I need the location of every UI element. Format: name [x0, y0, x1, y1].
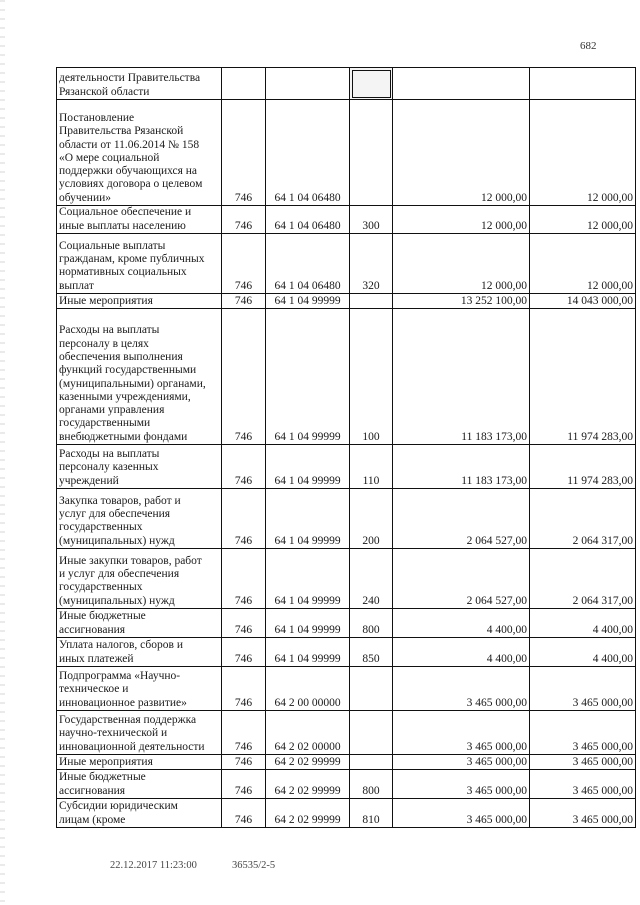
grbs-code-cell: 746 [222, 609, 266, 638]
table-row [57, 609, 636, 638]
grbs-code-cell: 746 [222, 445, 266, 489]
row-name-line: внебюджетными фондами [59, 430, 188, 443]
row-name-cell [57, 100, 222, 206]
amount-year2-cell: 14 043 000,00 [530, 294, 636, 309]
grbs-code-cell: 746 [222, 799, 266, 828]
row-name-line: области от 11.06.2014 № 158 [59, 138, 200, 151]
row-name-line: техническое и [59, 683, 129, 696]
amount-year1-cell: 3 465 000,00 [393, 755, 530, 770]
expense-type-cell [350, 68, 393, 100]
row-name-cell [57, 309, 222, 445]
row-name-cell [57, 549, 222, 609]
target-article-cell: 64 1 04 99999 [266, 489, 350, 549]
grbs-code-cell: 746 [222, 711, 266, 755]
page-number: 682 [580, 40, 597, 52]
row-name-line: (муниципальных) нужд [59, 594, 175, 607]
grbs-code-cell: 746 [222, 294, 266, 309]
row-name-line: органами управления [59, 404, 165, 417]
table-row [57, 549, 636, 609]
amount-year1-cell: 2 064 527,00 [393, 489, 530, 549]
grbs-code-cell: 746 [222, 309, 266, 445]
amount-year2-cell: 3 465 000,00 [530, 711, 636, 755]
row-name-line: (муниципальных) нужд [59, 534, 175, 547]
table-row [57, 667, 636, 711]
row-name-cell [57, 234, 222, 294]
row-name-cell [57, 445, 222, 489]
target-article-cell: 64 2 00 00000 [266, 667, 350, 711]
amount-year2-cell: 12 000,00 [530, 234, 636, 294]
row-name-line: функций государственными [59, 364, 197, 377]
table-row [57, 489, 636, 549]
amount-year2-cell: 11 974 283,00 [530, 309, 636, 445]
grbs-code-cell [222, 68, 266, 100]
expense-type-cell: 800 [350, 609, 393, 638]
table-row [57, 799, 636, 828]
expense-type-cell [350, 294, 393, 309]
footer-datetime: 22.12.2017 11:23:00 [110, 860, 197, 871]
target-article-cell: 64 2 02 00000 [266, 711, 350, 755]
amount-year2-cell: 3 465 000,00 [530, 799, 636, 828]
table-row [57, 309, 636, 445]
amount-year2-cell: 2 064 317,00 [530, 489, 636, 549]
row-name-line: учреждений [59, 474, 119, 487]
amount-year1-cell: 11 183 173,00 [393, 445, 530, 489]
target-article-cell: 64 1 04 99999 [266, 309, 350, 445]
row-name-line: лицам (кроме [59, 813, 126, 826]
row-name-line: услуг для обеспечения [59, 508, 171, 521]
expense-type-cell [350, 667, 393, 711]
row-name-line: государственными [59, 417, 151, 430]
expense-type-cell: 100 [350, 309, 393, 445]
table-row [57, 638, 636, 667]
amount-year1-cell: 12 000,00 [393, 234, 530, 294]
row-name-cell [57, 294, 222, 309]
grbs-code-cell: 746 [222, 667, 266, 711]
row-name-line: Иные мероприятия [59, 755, 153, 768]
target-article-cell: 64 1 04 99999 [266, 445, 350, 489]
row-name-cell [57, 711, 222, 755]
table-row [57, 100, 636, 206]
row-name-line: обучении» [59, 191, 112, 204]
target-article-cell: 64 2 02 99999 [266, 755, 350, 770]
amount-year2-cell: 4 400,00 [530, 638, 636, 667]
amount-year2-cell: 3 465 000,00 [530, 770, 636, 799]
expense-type-cell: 850 [350, 638, 393, 667]
row-name-line: иных платежей [59, 652, 134, 665]
amount-year2-cell: 3 465 000,00 [530, 667, 636, 711]
table-row [57, 294, 636, 309]
expense-type-cell: 810 [350, 799, 393, 828]
row-name-line: иные выплаты населению [59, 219, 186, 232]
amount-year1-cell: 12 000,00 [393, 206, 530, 234]
target-article-cell: 64 1 04 06480 [266, 234, 350, 294]
grbs-code-cell: 746 [222, 100, 266, 206]
table-row [57, 770, 636, 799]
row-name-cell [57, 68, 222, 100]
amount-year1-cell [393, 68, 530, 100]
target-article-cell: 64 1 04 06480 [266, 206, 350, 234]
table-row [57, 755, 636, 770]
row-name-cell [57, 489, 222, 549]
row-name-line: (муниципальными) органами, [59, 377, 206, 390]
row-name-line: Иные бюджетные [59, 771, 146, 784]
footer-doc-code: 36535/2-5 [232, 860, 276, 871]
budget-table [56, 67, 636, 828]
amount-year1-cell: 3 465 000,00 [393, 711, 530, 755]
row-name-line: Рязанской области [59, 85, 150, 98]
row-name-line: Расходы на выплаты [59, 324, 160, 337]
row-name-line: государственных [59, 581, 143, 594]
expense-type-cell: 800 [350, 770, 393, 799]
row-name-line: научно-технической и [59, 727, 168, 740]
amount-year1-cell: 3 465 000,00 [393, 799, 530, 828]
row-name-line: государственных [59, 521, 143, 534]
amount-year2-cell: 3 465 000,00 [530, 755, 636, 770]
grbs-code-cell: 746 [222, 770, 266, 799]
expense-type-cell: 200 [350, 489, 393, 549]
table-row [57, 445, 636, 489]
row-name-line: Постановление [59, 111, 135, 124]
amount-year1-cell: 3 465 000,00 [393, 770, 530, 799]
row-name-line: Правительства Рязанской [59, 125, 184, 138]
row-name-line: Иные бюджетные [59, 610, 146, 623]
grbs-code-cell: 746 [222, 234, 266, 294]
row-name-cell [57, 770, 222, 799]
row-name-line: Уплата налогов, сборов и [59, 639, 183, 652]
row-name-line: деятельности Правительства [59, 72, 201, 85]
row-name-line: Субсидии юридическим [59, 800, 178, 813]
expense-type-cell: 110 [350, 445, 393, 489]
target-article-cell [266, 68, 350, 100]
row-name-line: Иные мероприятия [59, 294, 153, 307]
amount-year1-cell: 11 183 173,00 [393, 309, 530, 445]
amount-year2-cell: 2 064 317,00 [530, 549, 636, 609]
grbs-code-cell: 746 [222, 755, 266, 770]
amount-year2-cell: 4 400,00 [530, 609, 636, 638]
grbs-code-cell: 746 [222, 638, 266, 667]
target-article-cell: 64 1 04 99999 [266, 549, 350, 609]
amount-year1-cell: 3 465 000,00 [393, 667, 530, 711]
row-name-line: «О мере социальной [59, 151, 160, 164]
amount-year1-cell: 12 000,00 [393, 100, 530, 206]
row-name-cell [57, 755, 222, 770]
table-row [57, 711, 636, 755]
expense-type-cell [350, 755, 393, 770]
target-article-cell: 64 1 04 99999 [266, 638, 350, 667]
row-name-line: персоналу в целях [59, 337, 149, 350]
row-name-line: Расходы на выплаты [59, 448, 160, 461]
row-name-line: обеспечения выполнения [59, 350, 183, 363]
row-name-line: поддержки обучающихся на [59, 165, 198, 178]
target-article-cell: 64 1 04 99999 [266, 609, 350, 638]
row-name-line: инновационное развитие» [59, 696, 187, 709]
amount-year1-cell: 4 400,00 [393, 609, 530, 638]
row-name-line: ассигнования [59, 623, 126, 636]
row-name-line: Социальные выплаты [59, 239, 166, 252]
expense-type-cell [350, 100, 393, 206]
row-name-cell [57, 638, 222, 667]
amount-year2-cell: 11 974 283,00 [530, 445, 636, 489]
row-name-line: инновационной деятельности [59, 740, 205, 753]
target-article-cell: 64 2 02 99999 [266, 770, 350, 799]
amount-year1-cell: 4 400,00 [393, 638, 530, 667]
target-article-cell: 64 1 04 99999 [266, 294, 350, 309]
row-name-line: персоналу казенных [59, 461, 159, 474]
row-name-line: условиях договора о целевом [59, 178, 203, 191]
target-article-cell: 64 1 04 06480 [266, 100, 350, 206]
row-name-line: гражданам, кроме публичных [59, 253, 205, 266]
amount-year1-cell: 13 252 100,00 [393, 294, 530, 309]
table-row [57, 234, 636, 294]
amount-year2-cell [530, 68, 636, 100]
row-name-cell [57, 799, 222, 828]
scan-edge-marks [0, 0, 5, 905]
grbs-code-cell: 746 [222, 206, 266, 234]
amount-year1-cell: 2 064 527,00 [393, 549, 530, 609]
row-name-cell [57, 206, 222, 234]
grbs-code-cell: 746 [222, 549, 266, 609]
expense-type-cell: 240 [350, 549, 393, 609]
row-name-line: выплат [59, 279, 94, 292]
expense-type-cell [350, 711, 393, 755]
row-name-line: Подпрограмма «Научно- [59, 670, 181, 683]
expense-type-cell: 300 [350, 206, 393, 234]
amount-year2-cell: 12 000,00 [530, 100, 636, 206]
row-name-line: Социальное обеспечение и [59, 206, 192, 219]
row-name-line: и услуг для обеспечения [59, 568, 180, 581]
table-row [57, 206, 636, 234]
row-name-line: Государственная поддержка [59, 714, 197, 727]
row-name-line: нормативных социальных [59, 266, 187, 279]
target-article-cell: 64 2 02 99999 [266, 799, 350, 828]
row-name-cell [57, 609, 222, 638]
row-name-cell [57, 667, 222, 711]
row-name-line: ассигнования [59, 784, 126, 797]
table-row [57, 68, 636, 100]
row-name-line: казенными учреждениями, [59, 390, 191, 403]
grbs-code-cell: 746 [222, 489, 266, 549]
amount-year2-cell: 12 000,00 [530, 206, 636, 234]
row-name-line: Иные закупки товаров, работ [59, 554, 202, 567]
budget-table-body [57, 68, 636, 828]
expense-type-cell: 320 [350, 234, 393, 294]
row-name-line: Закупка товаров, работ и [59, 494, 181, 507]
